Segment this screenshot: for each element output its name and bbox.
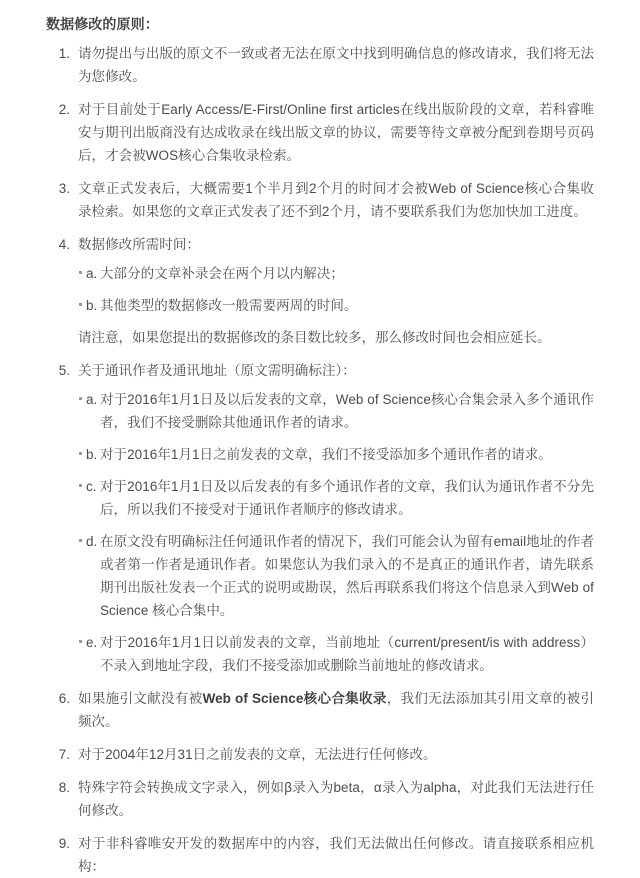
list-item — [46, 832, 594, 878]
list-marker: 7. — [58, 747, 70, 762]
list-marker: 2. — [58, 102, 70, 117]
sub-list-item-text: 在原文没有明确标注任何通讯作者的情况下，我们可能会认为留有email地址的作者或者第一作者是通讯作者。如果您认为我们录入的不是真正的通讯作者，请先联系期刊出版社发表一个正式的说明或勘误，然后再联系我们将这个信息录入到Web of Science 核心合集中。 — [100, 534, 594, 618]
sub-list-item — [78, 443, 594, 466]
sub-list-item-text: 对于2016年1月1日之前发表的文章，我们不接受添加多个通讯作者的请求。 — [100, 447, 552, 462]
list-item — [46, 233, 594, 349]
square-bullet-icon — [79, 452, 82, 455]
sub-list-item — [78, 475, 594, 521]
list-marker: 5. — [58, 363, 70, 378]
sub-list-marker: b. — [86, 447, 98, 462]
sub-list-item — [78, 388, 594, 434]
sub-list-item-text: 对于2016年1月1日及以后发表的有多个通讯作者的文章，我们认为通讯作者不分先后，所以我们不接受对于通讯作者顺序的修改请求。 — [100, 479, 594, 517]
sub-list-marker: e. — [86, 635, 98, 650]
sub-list-marker: d. — [86, 534, 98, 549]
sub-list-item-text: 大部分的文章补录会在两个月以内解决； — [100, 266, 344, 281]
list-item-text: 数据修改所需时间： — [78, 237, 200, 252]
list-item-text: 特殊字符会转换成文字录入，例如β录入为beta，α录入为alpha，对此我们无法进行任何修改。 — [78, 780, 594, 818]
list-item-text: 对于目前处于Early Access/E-First/Online first articles在线出版阶段的文章，若科睿唯安与期刊出版商没有达成收录在线出版文章的协议，需要等待文章被分配到卷期号页码后，才会被WOS核心合集收录检索。 — [78, 102, 594, 163]
list-item — [46, 743, 594, 766]
sublist-wrapper — [78, 388, 594, 677]
square-bullet-icon — [79, 271, 82, 274]
list-marker: 8. — [58, 780, 70, 795]
sub-list-marker: a. — [86, 266, 98, 281]
sub-list-marker: c. — [86, 479, 97, 494]
list-marker: 4. — [58, 237, 70, 252]
rules-list — [46, 42, 594, 878]
list-marker: 1. — [58, 46, 70, 61]
list-item-text — [78, 687, 594, 733]
list-item — [46, 177, 594, 223]
sub-list-marker: a. — [86, 392, 98, 407]
square-bullet-icon — [79, 303, 82, 306]
list-item-text: 请勿提出与出版的原文不一致或者无法在原文中找到明确信息的修改请求，我们将无法为您修改。 — [78, 46, 594, 84]
note-paragraph: 请注意，如果您提出的数据修改的条目数比较多，那么修改时间也会相应延长。 — [78, 330, 551, 345]
sub-list — [78, 388, 594, 677]
list-item-text: 对于非科睿唯安开发的数据库中的内容，我们无法做出任何修改。请直接联系相应机构： — [78, 836, 594, 874]
square-bullet-icon — [79, 539, 82, 542]
list-item — [46, 776, 594, 822]
square-bullet-icon — [79, 640, 82, 643]
list-item — [46, 42, 594, 88]
text-before-emphasis: 如果施引文献没有被 — [78, 691, 203, 706]
list-marker: 3. — [58, 181, 70, 196]
sub-list — [78, 262, 594, 317]
sub-list-item — [78, 294, 594, 317]
square-bullet-icon — [79, 484, 82, 487]
list-item — [46, 687, 594, 733]
list-item-text: 文章正式发表后，大概需要1个半月到2个月的时间才会被Web of Science核心合集收录检索。如果您的文章正式发表了还不到2个月，请不要联系我们为您加快加工进度。 — [78, 181, 594, 219]
text-after-emphasis: ，我们无法添加其引用文章的被引频次。 — [78, 691, 595, 729]
sub-list-item — [78, 631, 594, 677]
sublist-wrapper — [78, 262, 594, 349]
list-item-text: 关于通讯作者及通讯地址（原文需明确标注）： — [78, 363, 356, 378]
sub-list-item-text: 对于2016年1月1日以前发表的文章，当前地址（current/present/is with address）不录入到地址字段，我们不接受添加或删除当前地址的修改请求。 — [100, 635, 594, 673]
sub-list-marker: b. — [86, 298, 98, 313]
sub-list-item-text: 对于2016年1月1日及以后发表的文章，Web of Science核心合集会录入多个通讯作者，我们不接受删除其他通讯作者的请求。 — [100, 392, 594, 430]
sub-list-item — [78, 530, 594, 622]
list-item — [46, 98, 594, 167]
sub-list-item-text: 其他类型的数据修改一般需要两周的时间。 — [100, 298, 358, 313]
sub-list-item — [78, 262, 594, 285]
page-title: 数据修改的原则： — [46, 16, 159, 32]
list-item-text: 对于2004年12月31日之前发表的文章，无法进行任何修改。 — [78, 747, 437, 762]
list-marker: 6. — [58, 691, 70, 706]
list-marker: 9. — [58, 836, 70, 851]
list-item — [46, 359, 594, 677]
square-bullet-icon — [79, 397, 82, 400]
emphasized-text: Web of Science核心合集收录 — [202, 691, 387, 706]
